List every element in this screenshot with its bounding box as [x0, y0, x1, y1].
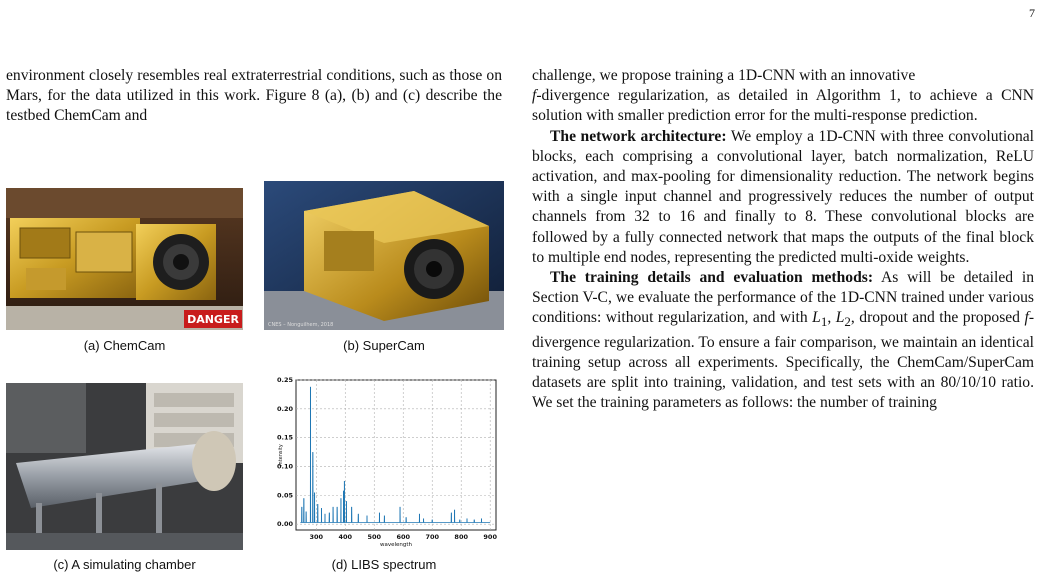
supercam-credit: CNES – Nonguilhem, 2018 [268, 322, 334, 328]
left-paragraph: environment closely resembles real extraterrestrial conditions, such as those on Mars, for the data utilized in this work. Figure 8 (a), (b) and (c) describe the testbed ChemCam and [6, 67, 502, 125]
page-number: 7 [1029, 6, 1035, 20]
danger-sign: DANGER [187, 313, 239, 326]
caption-a: (a) ChemCam [83, 338, 166, 353]
right-paragraph-3 [532, 268, 1034, 414]
x-tick-label: 400 [338, 533, 353, 541]
f-symbol-2: f [1024, 309, 1029, 327]
training-text-c: -divergence regularization. To ensure a fair comparison, we maintain an identical training setup across all experiments. Specifically, the ChemCam/SuperCam datasets are split into training, validation, and test sets with an 80/10/10 ratio. We set the training parameters as follows: the number of training [532, 309, 1035, 412]
l2-symbol: L [835, 309, 845, 327]
caption-b: (b) SuperCam [343, 338, 425, 353]
figure-c [6, 383, 243, 577]
p1-start: challenge, we propose training a 1D-CNN with an innovative [532, 67, 916, 84]
supercam-photo [264, 181, 504, 330]
libs-spectrum-chart [266, 374, 502, 550]
y-tick-label: 0.15 [276, 433, 293, 442]
y-tick-label: 0.25 [276, 376, 293, 384]
network-architecture-text: We employ a 1D-CNN with three convolutional blocks, each comprising a convolutional layer, batch normalization, ReLU activation, and max-pooling for dimensionality reduction. The network begins with a single input channel and progressively reduces the number of output channels from 32 to 16 and finally to 8. These convolutional blocks are followed by a fully connected network that maps the outputs of the final block to multiple end nodes, representing the predicted multi-oxide weights. [532, 127, 1034, 266]
y-tick-label: 0.05 [276, 491, 293, 500]
x-tick-label: 800 [454, 533, 469, 541]
right-paragraph-1 [532, 66, 1034, 127]
right-paragraph-2 [532, 127, 1034, 268]
chamber-photo [6, 383, 243, 550]
l1-subscript: 1 [820, 314, 828, 330]
p1-rest: -divergence regularization, as detailed in Algorithm 1, to achieve a CNN solution with smaller prediction error for the multi-response prediction. [532, 87, 1034, 125]
y-tick-label: 0.20 [276, 404, 293, 413]
f-symbol-1: f [532, 87, 537, 105]
x-tick-label: 300 [309, 533, 324, 541]
y-tick-label: 0.00 [276, 520, 293, 529]
caption-d: (d) LIBS spectrum [331, 557, 437, 572]
figure-d [266, 374, 502, 577]
x-tick-label: 700 [425, 533, 440, 541]
network-architecture-heading: The network architecture: [550, 127, 727, 145]
x-tick-label: 500 [367, 533, 382, 541]
chemcam-photo [6, 188, 243, 330]
training-comma: , [827, 309, 836, 327]
right-column [532, 66, 1034, 414]
x-tick-label: 600 [396, 533, 411, 541]
y-axis-label: intensity [278, 444, 284, 466]
y-tick-label: 0.10 [276, 462, 293, 471]
figure-b [264, 181, 504, 359]
l1-symbol: L [812, 309, 821, 327]
training-text-a: As will be detailed in Section V-C, we evaluate the performance of the 1D-CNN trained under various conditions: without regularization, and with [532, 269, 1034, 327]
x-axis-label: wavelength [379, 542, 413, 548]
figure-a [6, 188, 243, 358]
x-tick-label: 900 [483, 533, 497, 541]
left-column [6, 66, 502, 127]
plot-frame [296, 380, 496, 530]
l2-subscript: 2 [844, 314, 851, 330]
training-text-b: , dropout and the proposed [850, 309, 1025, 327]
training-details-heading: The training details and evaluation methods: [550, 269, 874, 287]
caption-c: (c) A simulating chamber [53, 557, 196, 572]
